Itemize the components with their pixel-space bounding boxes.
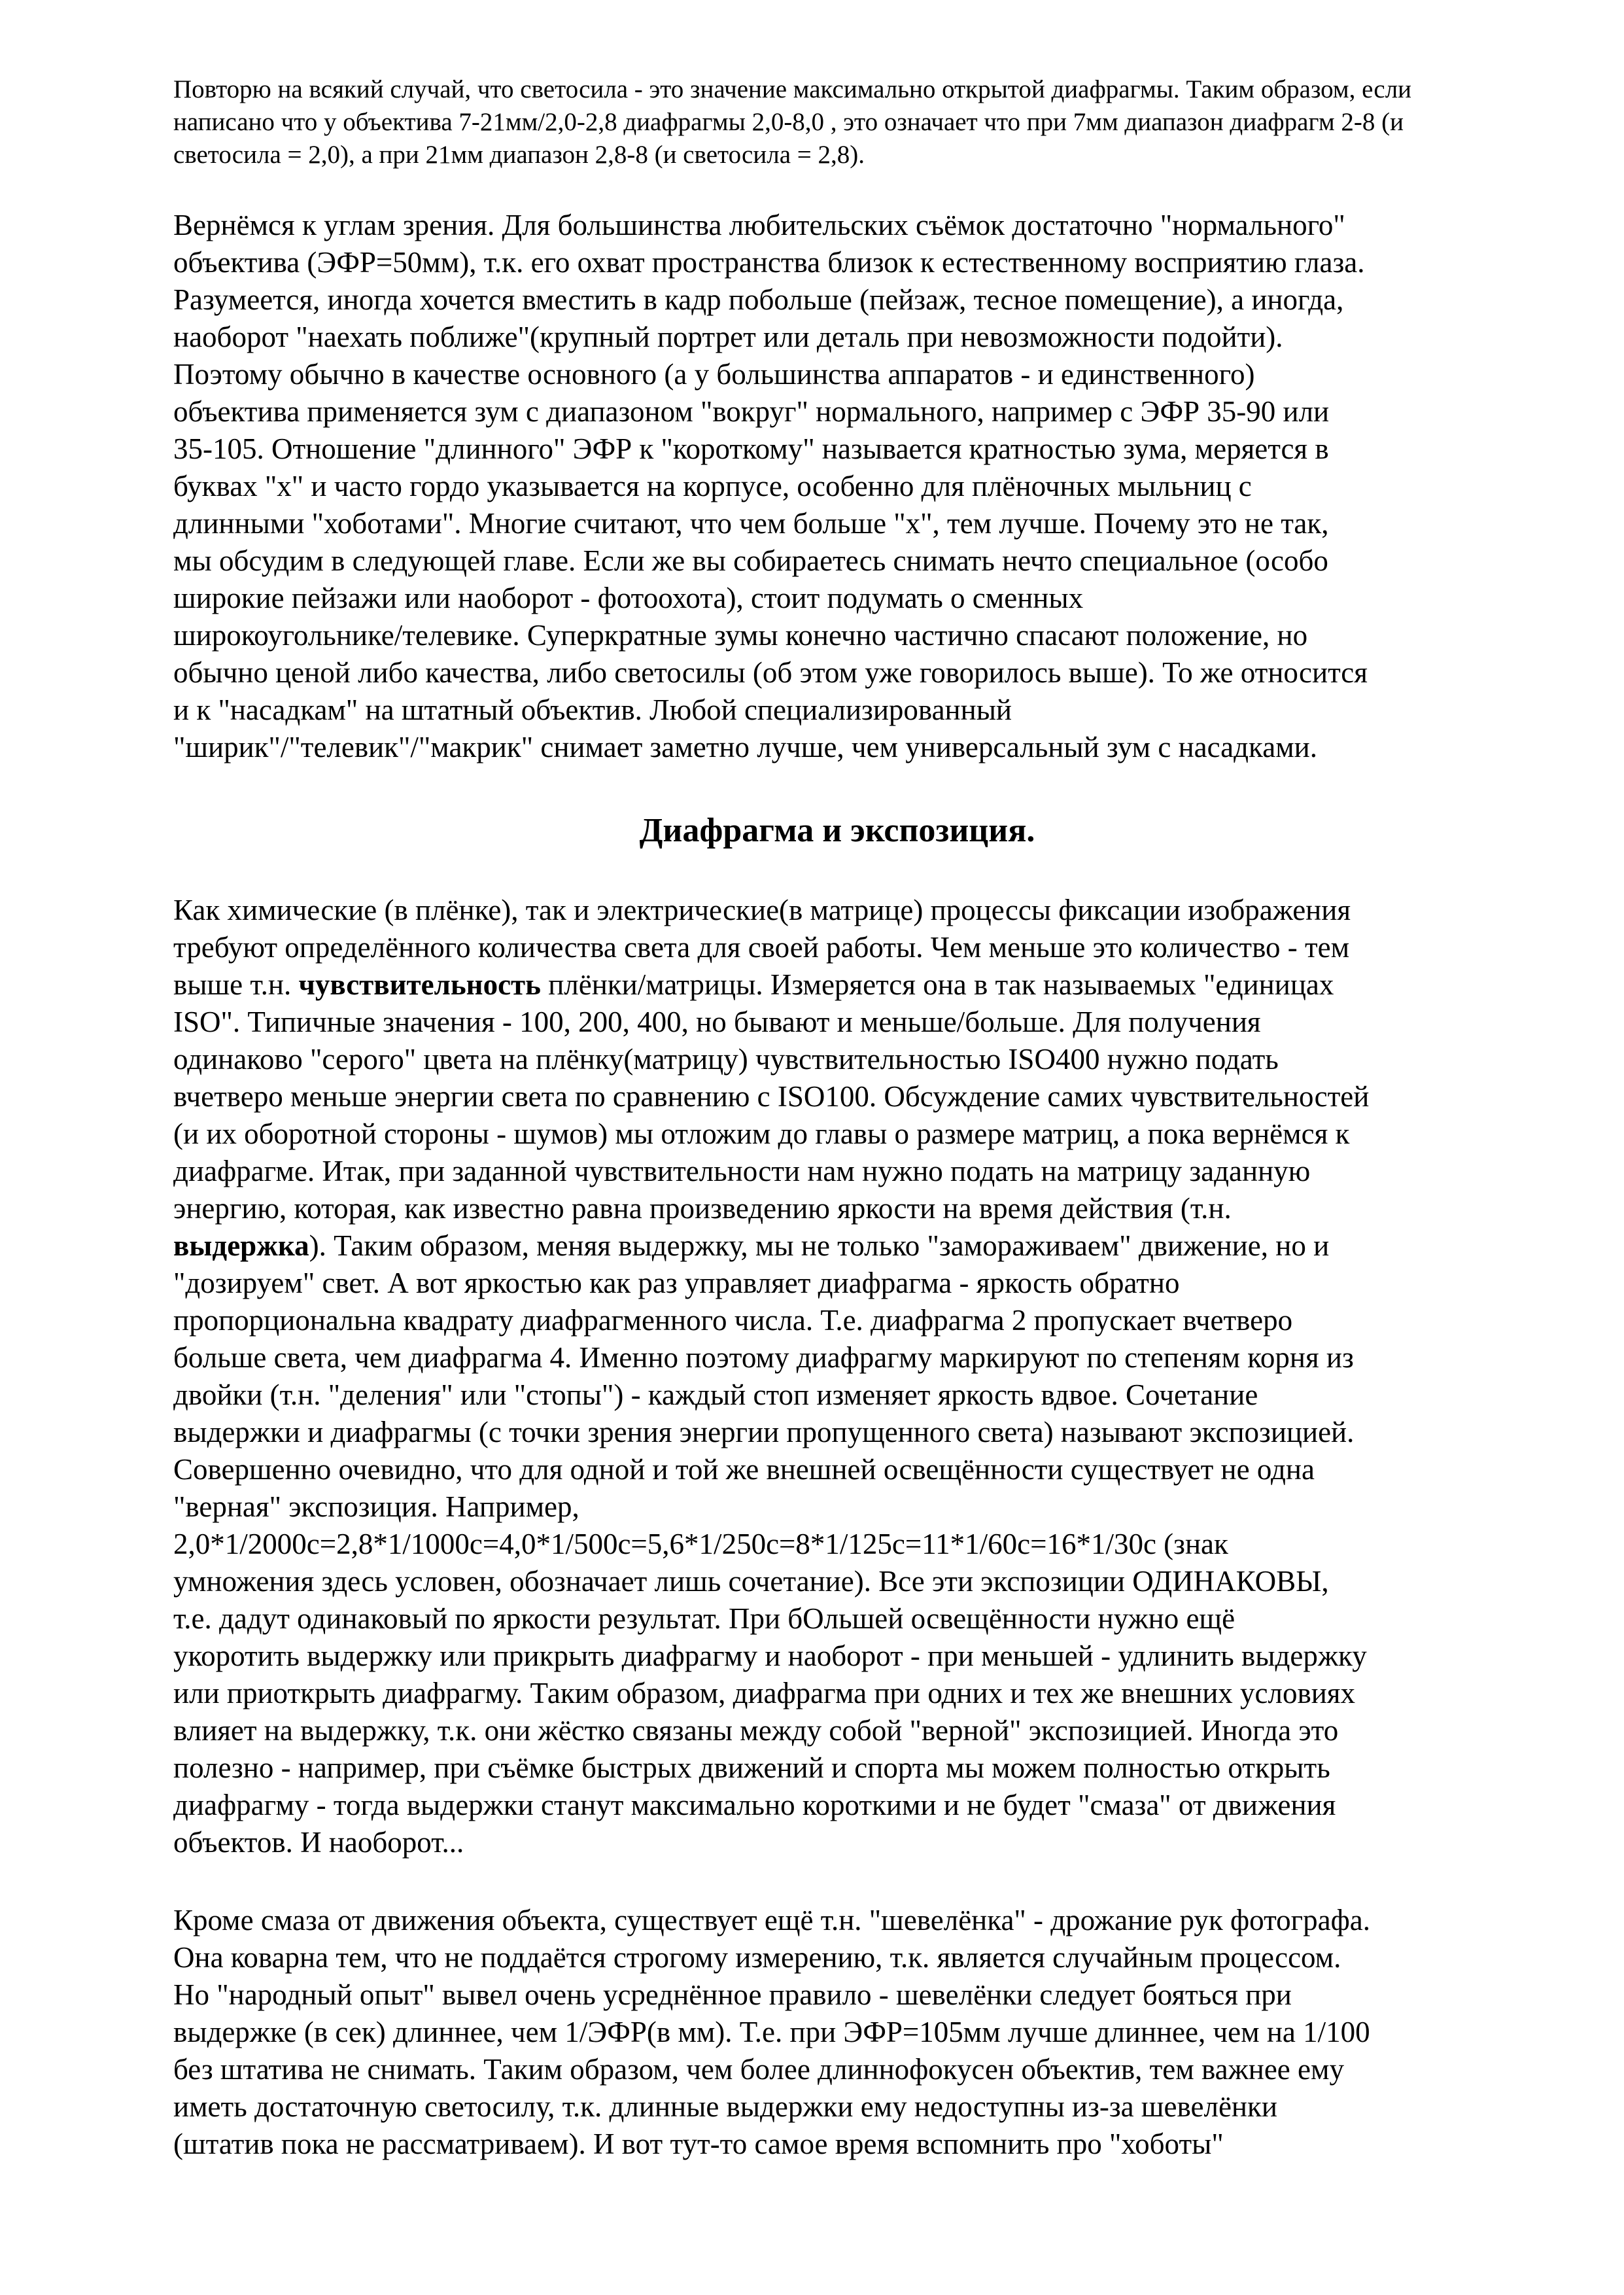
aperture-exposure-paragraph: Как химические (в плёнке), так и электрические(в матрице) процессы фиксации изображения требуют определённого количества света для своей работы. Чем меньше это количество - тем выше т.н. чувствительность плёнки/матрицы. Измеряется она в так называемых "единицах ISO". Типичные значения - 100, 200, 400, но бывают и меньше/больше. Для получения одинаково "серого" цвета на плёнку(матрицу) чувствительностью ISO400 нужно подать вчетверо меньше энергии света по сравнению с ISO100. Обсуждение самих чувствительностей (и их оборотной стороны - шумов) мы отложим до главы о размере матриц, а пока вернёмся к диафрагме. Итак, при заданной чувствительности нам нужно подать на матрицу заданную энергию, которая, как известно равна произведению яркости на время действия (т.н. выдержка). Таким образом, меняя выдержку, мы не только "замораживаем" движение, но и "дозируем" свет. А вот яркостью как раз управляет диафрагма - яркость обратно пропорциональна квадрату диафрагменного числа. Т.е. диафрагма 2 пропускает вчетверо больше света, чем диафрагма 4. Именно поэтому диафрагму маркируют по степеням корня из двойки (т.н. "деления" или "стопы") - каждый стоп изменяет яркость вдвое. Сочетание выдержки и диафрагмы (с точки зрения энергии пропущенного света) называют экспозицией. Совершенно очевидно, что для одной и той же внешней освещённости существует не одна "верная" экспозиция. Например, 2,0*1/2000с=2,8*1/1000с=4,0*1/500с=5,6*1/250с=8*1/125с=11*1/60с=16*1/30с (знак умножения здесь условен, обозначает лишь сочетание). Все эти экспозиции ОДИНАКОВЫ, т.е. дадут одинаковый по яркости результат. При бОльшей освещённости нужно ещё укоротить выдержку или прикрыть диафрагму и наоборот - при меньшей - удлинить выдержку или приоткрыть диафрагму. Таким образом, диафрагма при одних и тех же внешних условиях влияет на выдержку, т.к. они жёстко связаны между собой "верной" экспозицией. Иногда это полезно - например, при съёмке быстрых движений и спорта мы можем полностью открыть диафрагму - тогда выдержки станут максимально короткими и не будет "смаза" от движения объектов. И наоборот... xyxy=(173,894,1370,1859)
intro-note-paragraph: Повторю на всякий случай, что светосила - это значение максимально открытой диафрагмы. Таким образом, если написано что у объектива 7-21мм/2,0-2,8 диафрагмы 2,0-8,0 , это означает что при 7мм диапазон диафрагм 2-8 (и светосила = 2,0), а при 21мм диапазон 2,8-8 (и светосила = 2,8). xyxy=(173,75,1412,169)
section-heading: Диафрагма и экспозиция. xyxy=(639,812,1035,849)
camera-shake-paragraph: Кроме смаза от движения объекта, существует ещё т.н. "шевелёнка" - дрожание рук фотографа. Она коварна тем, что не поддаётся строгому измерению, т.к. является случайным процессом. Но "народный опыт" вывел очень усреднённое правило - шевелёнки следует бояться при выдержке (в сек) длиннее, чем 1/ЭФР(в мм). Т.е. при ЭФР=105мм лучше длиннее, чем на 1/100 без штатива не снимать. Таким образом, чем более длиннофокусен объектив, тем важнее ему иметь достаточную светосилу, т.к. длинные выдержки ему недоступны из-за шевелёнки (штатив пока не рассматриваем). И вот тут-то самое время вспомнить про "хоботы" xyxy=(173,1904,1370,2160)
document-content xyxy=(173,73,1501,2203)
focal-length-zoom-paragraph: Вернёмся к углам зрения. Для большинства любительских съёмок достаточно "нормального" объектива (ЭФР=50мм), т.к. его охват пространства близок к естественному восприятию глаза. Разумеется, иногда хочется вместить в кадр побольше (пейзаж, тесное помещение), а иногда, наоборот "наехать поближе"(крупный портрет или деталь при невозможности подойти). Поэтому обычно в качестве основного (а у большинства аппаратов - и единственного) объектива применяется зум с диапазоном "вокруг" нормального, например с ЭФР 35-90 или 35-105. Отношение "длинного" ЭФР к "короткому" называется кратностью зума, меряется в буквах "х" и часто гордо указывается на корпусе, особенно для плёночных мыльниц с длинными "хоботами". Многие считают, что чем больше "х", тем лучше. Почему это не так, мы обсудим в следующей главе. Если же вы собираетесь снимать нечто специальное (особо широкие пейзажи или наоборот - фотоохота), стоит подумать о сменных широкоугольнике/телевике. Суперкратные зумы конечно частично спасают положение, но обычно ценой либо качества, либо светосилы (об этом уже говорилось выше). То же относится и к "насадкам" на штатный объектив. Любой специализированный "ширик"/"телевик"/"макрик" снимает заметно лучше, чем универсальный зум с насадками. xyxy=(173,209,1368,763)
